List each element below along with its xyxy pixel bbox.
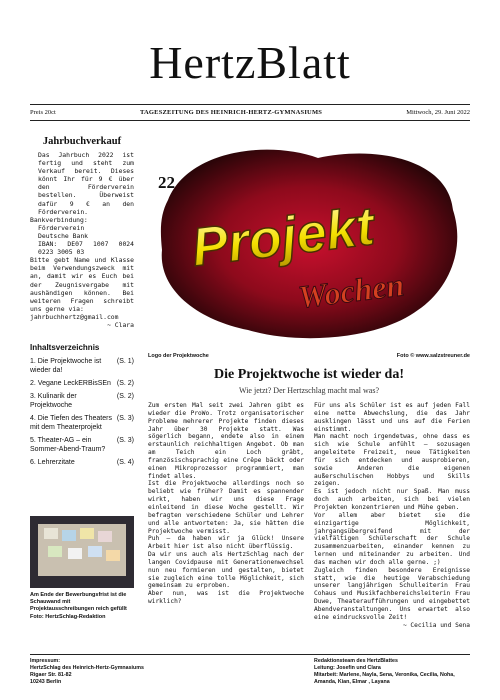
article-paragraph: Man macht noch irgendetwas, ohne dass es sich wie Schule anfühlt – sozusagen angeleitete Freizeit, neue Tätigkeiten für sich entdecken und ausprobieren, sowie Anderen die eigenen außerschulischen Hobbys und Skills zeigen. xyxy=(314,433,470,488)
editorial-line: Mitarbeit: Marlene, Nayla, Sena, Veronika, Cecilia, Noha, Amanda, Kian, Elmar , Layana xyxy=(314,672,455,685)
toc-item-label: 1. Die Projektwoche ist wieder da! xyxy=(30,358,102,375)
toc-item-page: (S. 1) xyxy=(116,358,134,366)
toc-item-label: 6. Lehrerzitate xyxy=(30,459,75,467)
photo-credit: Foto: HertzSchlag-Redaktion xyxy=(30,614,106,620)
note-shape xyxy=(106,550,120,561)
toc-item-label: 4. Die Tiefen des Theaters mit dem Theaterprojekt xyxy=(30,415,112,432)
masthead-title: HertzBlatt xyxy=(149,37,351,88)
article-paragraph: Da wir uns auch als HertzSchlag nach der langen Covidpause mit Generationenwechsel nun neu formieren und gestalten, bietet sie zugleich eine tolle Möglichkeit, sich gemeinsam zu erproben. xyxy=(148,551,304,590)
bank-iban: IBAN: DE07 1007 0024 0223 3005 03 xyxy=(38,240,134,257)
article-paragraph: Für uns als Schüler ist es auf jeden Fall eine nette Abwechslung, die das Jahr ausklingen lässt und uns auf die Ferien einstimmt. xyxy=(314,402,470,433)
note-shape xyxy=(48,546,62,557)
toc-item[interactable] xyxy=(30,392,134,410)
price-label: Preis 20ct xyxy=(30,108,56,116)
editorial-line: Leitung: Josefin und Clara xyxy=(314,665,381,671)
logo-word-projekt: Projekt xyxy=(188,196,378,278)
toc-item-page: (S. 2) xyxy=(116,393,134,401)
note-shape xyxy=(98,531,112,542)
toc-item-page: (S. 3) xyxy=(116,437,134,445)
toc-item[interactable] xyxy=(30,379,134,388)
toc-item[interactable] xyxy=(30,436,134,454)
yearbook-title: Jahrbuchverkauf xyxy=(42,136,122,147)
imprint-line: HertzSchlag des Heinrich-Hertz-Gymnasiums xyxy=(30,665,144,671)
note-shape xyxy=(88,546,102,557)
toc-item-label: 3. Kulinarik der Projektwoche xyxy=(30,393,77,410)
yearbook-email[interactable]: jahrbuchhertz@gmail.com xyxy=(30,312,119,321)
bottom-rule xyxy=(30,120,470,121)
toc-item[interactable] xyxy=(30,357,134,375)
toc-item-page: (S. 2) xyxy=(116,380,134,388)
imprint-title: Impressum: xyxy=(30,658,61,664)
article-paragraph: Ist die Projektwoche allerdings noch so beliebt wie früher? Damit es spannender wirkt, haben wir uns diese Frage einleitend in diese Woche gestellt. Wir befragten verschiedene Schüler und Lehrer und alle antworteten: Ja, sie hätten die Projektwoche vermisst. xyxy=(148,480,304,535)
article-paragraph: Puh – da haben wir ja Glück! Unsere Arbeit hier ist also nicht überflüssig. xyxy=(148,535,304,551)
newspaper-subtitle: TAGESZEITUNG DES HEINRICH-HERTZ-GYMNASIUMS xyxy=(139,108,323,116)
sidebar xyxy=(30,128,134,471)
photo-caption: Am Ende der Bewerbungsfrist ist die Schauwand mit Projektausschreibungen reich gefüllt xyxy=(30,592,127,612)
article-paragraph: Zum ersten Mal seit zwei Jahren gibt es wieder die ProWo. Trotz organisatorischer Probleme mehrerer Projekte finden dieses Jahr über 30 Projekte statt. Was sögerlich begann, endete also in einem erstaunlich reichhaltigen Angebot. Ob man am Teich ein Loch gräbt, französischsprachig eine Crêpe bäckt oder einen Mikroprozessor programmiert, man findet alles. xyxy=(148,402,304,480)
logo-word-wochen: Wochen xyxy=(296,266,406,315)
article-paragraph: Es ist jedoch nicht nur Spaß. Man muss doch auch arbeiten, sich bei vielen Projekten konzentrieren und Mühe geben. xyxy=(314,488,470,511)
note-shape xyxy=(80,528,94,539)
logo-caption: Logo der Projektwoche xyxy=(148,353,209,359)
yearbook-signature: ~ Clara xyxy=(107,320,134,329)
article-column-1 xyxy=(148,402,304,606)
bank-holder: Förderverein xyxy=(38,223,85,232)
article-column-2 xyxy=(314,402,470,629)
yearbook-paragraph: Das Jahrbuch 2022 ist fertig und steht zum Verkauf bereit. Dieses könnt Ihr für 9 € über den Förderverein bestellen. Überweist dafür 9 € an den Förderverein. xyxy=(38,151,134,216)
logo-number: 22 xyxy=(158,173,175,192)
article-paragraph: Zugleich finden besondere Ereignisse statt, wie die heutige Verabschiedung unserer langjährigen Schulleiterin Frau Cohaus und Musikfachbereichsleiterin Frau Duwe, Theateraufführungen und eingebettet Abendveranstaltungen. Uns erwartet also eine eindrucksvolle Zeit! xyxy=(314,566,470,621)
article-paragraph: Aber nun, was ist die Projektwoche wirklich? xyxy=(148,590,304,606)
toc-item[interactable] xyxy=(30,414,134,432)
top-rule xyxy=(30,104,470,105)
toc-item-label: 2. Vegane LeckERBisSEn xyxy=(30,380,111,388)
article-paragraph: Vor allem aber bietet sie die einzigartige Möglichkeit, jahrgangsübergreifend mit der vielfältigen Schülerschaft der Schule zusammenzuarbeiten, einander kennen zu lernen und miteinander zu arbeiten. Und das machen wir doch alle gerne. ;) xyxy=(314,511,470,566)
logo-credit: Foto © www.salzstreuner.de xyxy=(396,353,470,359)
toc-item-label: 5. Theater-AG – ein Sommer-Abend-Traum? xyxy=(30,437,106,454)
yearbook-text xyxy=(30,151,134,329)
note-shape xyxy=(44,528,58,539)
article-subhead: Wie jetzt? Der Hertzschlag macht mal was? xyxy=(238,386,380,395)
imprint xyxy=(30,658,144,686)
issue-date: Mittwoch, 29. Juni 2022 xyxy=(406,108,470,116)
article-signature: ~ Cecilia und Sena xyxy=(402,621,470,629)
logo-graphic xyxy=(148,140,470,350)
editorial-team xyxy=(314,658,470,686)
toc-item-page: (S. 3) xyxy=(116,415,134,423)
note-shape xyxy=(68,548,82,559)
bank-label: Bankverbindung: xyxy=(30,215,88,224)
editorial-title: Redaktionsteam des HertzBlattes xyxy=(314,658,398,664)
toc-item-page: (S. 4) xyxy=(116,459,134,467)
imprint-line: Rigaer Str. 81-82 xyxy=(30,672,72,678)
info-bar xyxy=(30,106,470,118)
project-wall-photo xyxy=(30,516,134,588)
yearbook-paragraph-2: Bitte gebt Name und Klasse beim Verwendungszweck mit an, damit wir es Euch bei der Zeugnisvergabe mit aushändigen können. Bei weiteren Fragen schreibt uns gerne via: xyxy=(30,256,134,313)
article-headline: Die Projektwoche ist wieder da! xyxy=(214,367,404,382)
toc-item[interactable] xyxy=(30,458,134,467)
projektwoche-logo xyxy=(148,140,470,350)
footer-rule xyxy=(30,654,470,655)
toc-title: Inhaltsverzeichnis xyxy=(30,343,100,353)
imprint-line: 10243 Berlin xyxy=(30,679,62,685)
toc-list xyxy=(30,357,134,467)
note-shape xyxy=(62,530,76,541)
bank-name: Deutsche Bank xyxy=(38,231,89,240)
